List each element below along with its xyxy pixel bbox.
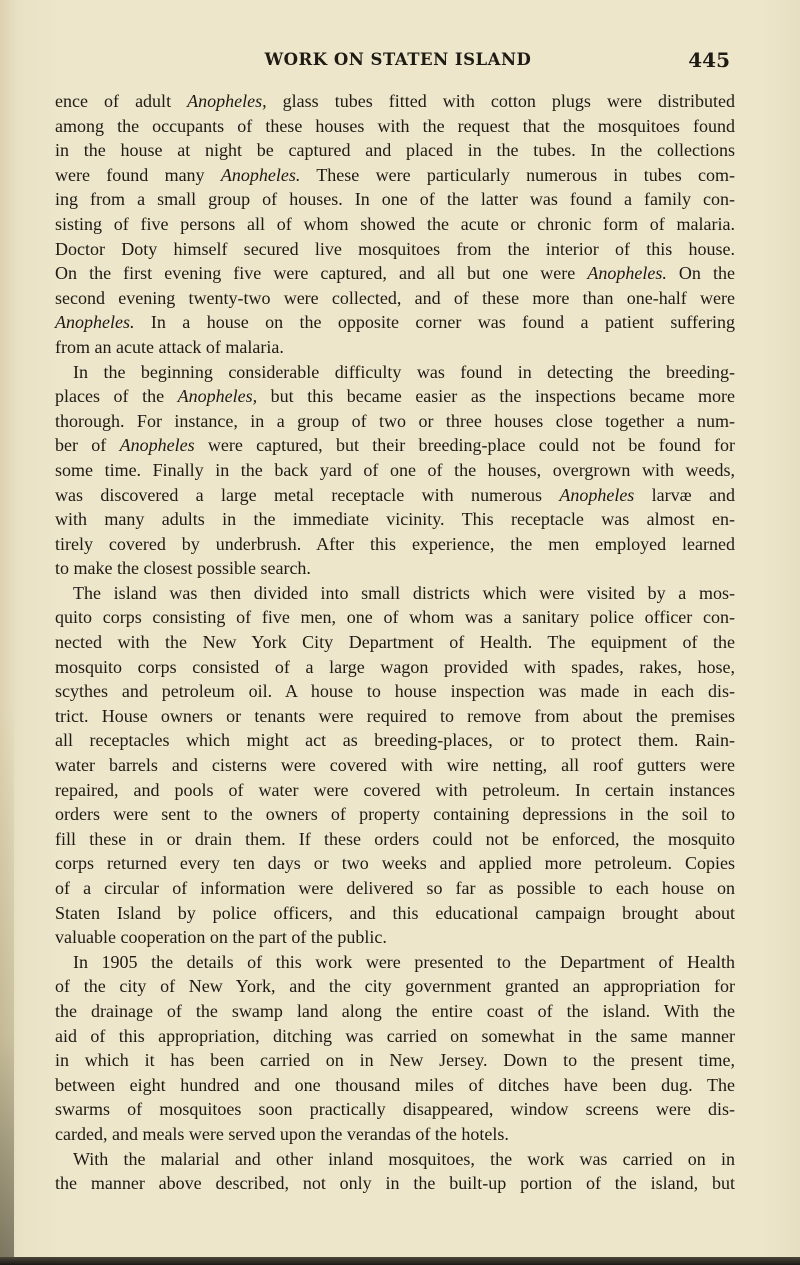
text-run: glass tubes fitted with cotton plugs were distributed bbox=[266, 91, 735, 111]
text-run: On the first evening five were captured, and all but one were bbox=[55, 263, 588, 284]
text-run: all receptacles which might act as breeding-places, or to protect them. Rain- bbox=[55, 730, 735, 751]
text-line bbox=[55, 1171, 735, 1196]
text-line bbox=[55, 114, 735, 139]
text-line bbox=[55, 925, 735, 950]
text-line bbox=[55, 679, 735, 704]
text-run: some time. Finally in the back yard of one of the houses, overgrown with weeds, bbox=[55, 459, 735, 480]
text-run: ber of bbox=[55, 435, 120, 456]
text-line bbox=[55, 778, 735, 803]
text-line bbox=[55, 753, 735, 778]
text-run: tirely covered by underbrush. After this experience, the men employed learned bbox=[55, 533, 735, 554]
text-run: from an acute attack of malaria. bbox=[55, 336, 284, 357]
text-run: larvæ and bbox=[634, 484, 735, 505]
text-line bbox=[55, 581, 735, 606]
text-line bbox=[55, 728, 735, 753]
paragraph bbox=[55, 1147, 735, 1196]
text-line bbox=[55, 237, 735, 262]
text-line bbox=[55, 1122, 735, 1147]
text-line bbox=[55, 901, 735, 926]
text-run: of a circular of information were delivered so far as possible to each house on bbox=[55, 878, 735, 898]
text-run: ing from a small group of houses. In one of the latter was found a family con- bbox=[55, 189, 735, 210]
text-run: The island was then divided into small districts which were visited by a mos- bbox=[73, 582, 735, 603]
text-run: but this became easier as the inspections became more bbox=[257, 386, 735, 407]
body-text bbox=[55, 89, 735, 1196]
text-run: sisting of five persons all of whom showed the acute or chronic form of malaria. bbox=[55, 213, 735, 234]
text-line bbox=[55, 876, 735, 901]
text-line bbox=[55, 851, 735, 876]
text-run: aid of this appropriation, ditching was carried on somewhat in the same manner bbox=[55, 1025, 735, 1046]
text-line bbox=[55, 261, 735, 286]
text-run: In the beginning considerable difficulty was found in detecting the breeding- bbox=[73, 361, 735, 382]
text-run: Staten Island by police officers, and this educational campaign brought about bbox=[55, 902, 735, 923]
text-line bbox=[55, 89, 735, 114]
text-run: among the occupants of these houses with the request that the mosquitoes found bbox=[55, 115, 735, 136]
text-line bbox=[55, 556, 735, 581]
text-line bbox=[55, 433, 735, 458]
text-run: were found many bbox=[55, 164, 221, 185]
text-run: in which it has been carried on in New Jersey. Down to the present time, bbox=[55, 1050, 735, 1071]
italic-term: Anopheles. bbox=[587, 263, 667, 284]
running-head bbox=[60, 50, 736, 76]
text-line bbox=[55, 704, 735, 729]
text-run: quito corps consisting of five men, one of whom was a sanitary police officer con- bbox=[55, 607, 735, 628]
paragraph bbox=[55, 89, 735, 360]
text-run: scythes and petroleum oil. A house to house inspection was made in each dis- bbox=[55, 681, 735, 702]
text-run: With the malarial and other inland mosquitoes, the work was carried on in bbox=[73, 1148, 735, 1169]
text-line bbox=[55, 1048, 735, 1073]
text-run: corps returned every ten days or two weeks and applied more petroleum. Copies bbox=[55, 853, 735, 874]
text-run: between eight hundred and one thousand miles of ditches have been dug. The bbox=[55, 1074, 735, 1095]
text-line bbox=[55, 163, 735, 188]
paragraph bbox=[55, 581, 735, 950]
text-line bbox=[55, 1147, 735, 1172]
text-line bbox=[55, 409, 735, 434]
text-run: places of the bbox=[55, 386, 178, 407]
text-line bbox=[55, 286, 735, 311]
text-run: carded, and meals were served upon the verandas of the hotels. bbox=[55, 1123, 509, 1144]
text-line bbox=[55, 605, 735, 630]
italic-term: Anopheles, bbox=[187, 91, 267, 111]
text-line bbox=[55, 458, 735, 483]
paragraph bbox=[55, 360, 735, 581]
text-run: the manner above described, not only in the built-up portion of the island, but bbox=[55, 1173, 735, 1194]
text-run: was discovered a large metal receptacle with numerous bbox=[55, 484, 560, 505]
text-run: orders were sent to the owners of property containing depressions in the soil to bbox=[55, 804, 735, 825]
text-run: These were particularly numerous in tubes com- bbox=[300, 164, 735, 185]
text-run: In a house on the opposite corner was found a patient suffering bbox=[134, 312, 735, 333]
text-line bbox=[55, 802, 735, 827]
text-run: On the bbox=[666, 263, 735, 284]
text-line bbox=[55, 1073, 735, 1098]
text-run: to make the closest possible search. bbox=[55, 558, 311, 579]
text-run: Doctor Doty himself secured live mosquitoes from the interior of this house. bbox=[55, 238, 735, 259]
page-binding-shadow bbox=[0, 700, 14, 1260]
text-run: second evening twenty-two were collected, and of these more than one-half were bbox=[55, 287, 735, 308]
text-run: of the city of New York, and the city government granted an appropriation for bbox=[55, 976, 735, 997]
text-line bbox=[55, 630, 735, 655]
text-run: repaired, and pools of water were covered with petroleum. In certain instances bbox=[55, 779, 735, 800]
text-run: mosquito corps consisted of a large wagon provided with spades, rakes, hose, bbox=[55, 656, 735, 677]
text-run: were captured, but their breeding-place could not be found for bbox=[194, 435, 735, 456]
text-line bbox=[55, 655, 735, 680]
text-run: with many adults in the immediate vicinity. This receptacle was almost en- bbox=[55, 509, 735, 530]
text-line bbox=[55, 827, 735, 852]
italic-term: Anopheles, bbox=[177, 386, 258, 407]
page-bottom-edge bbox=[0, 1257, 800, 1265]
text-line bbox=[55, 999, 735, 1024]
text-run: In 1905 the details of this work were presented to the Department of Health bbox=[73, 951, 735, 972]
text-line bbox=[55, 384, 735, 409]
text-run: nected with the New York City Department of Health. The equipment of the bbox=[55, 632, 735, 653]
text-line bbox=[55, 335, 735, 360]
text-run: in the house at night be captured and placed in the tubes. In the collections bbox=[55, 140, 735, 161]
text-line bbox=[55, 310, 735, 335]
text-line bbox=[55, 138, 735, 163]
text-run: ence of adult bbox=[55, 91, 188, 111]
text-line bbox=[55, 187, 735, 212]
italic-term: Anopheles. bbox=[220, 164, 301, 185]
italic-term: Anopheles bbox=[559, 484, 635, 505]
text-run: the drainage of the swamp land along the entire coast of the island. With the bbox=[55, 1000, 735, 1021]
text-line bbox=[55, 974, 735, 999]
text-run: thorough. For instance, in a group of two or three houses close together a num- bbox=[55, 410, 735, 431]
text-line bbox=[55, 483, 735, 508]
text-run: valuable cooperation on the part of the public. bbox=[55, 927, 387, 948]
italic-term: Anopheles bbox=[119, 435, 195, 456]
page-number: 445 bbox=[688, 48, 730, 72]
text-line bbox=[55, 507, 735, 532]
text-line bbox=[55, 212, 735, 237]
paragraph bbox=[55, 950, 735, 1147]
text-run: fill these in or drain them. If these orders could not be enforced, the mosquito bbox=[55, 828, 735, 849]
text-run: water barrels and cisterns were covered with wire netting, all roof gutters were bbox=[55, 755, 735, 776]
text-line bbox=[55, 1024, 735, 1049]
running-title: WORK ON STATEN ISLAND bbox=[264, 50, 532, 69]
text-line bbox=[55, 1097, 735, 1122]
text-run: swarms of mosquitoes soon practically disappeared, window screens were dis- bbox=[55, 1099, 735, 1120]
text-line bbox=[55, 532, 735, 557]
text-line bbox=[55, 950, 735, 975]
text-run: trict. House owners or tenants were required to remove from about the premises bbox=[55, 705, 735, 726]
italic-term: Anopheles. bbox=[55, 312, 135, 333]
text-line bbox=[55, 360, 735, 385]
